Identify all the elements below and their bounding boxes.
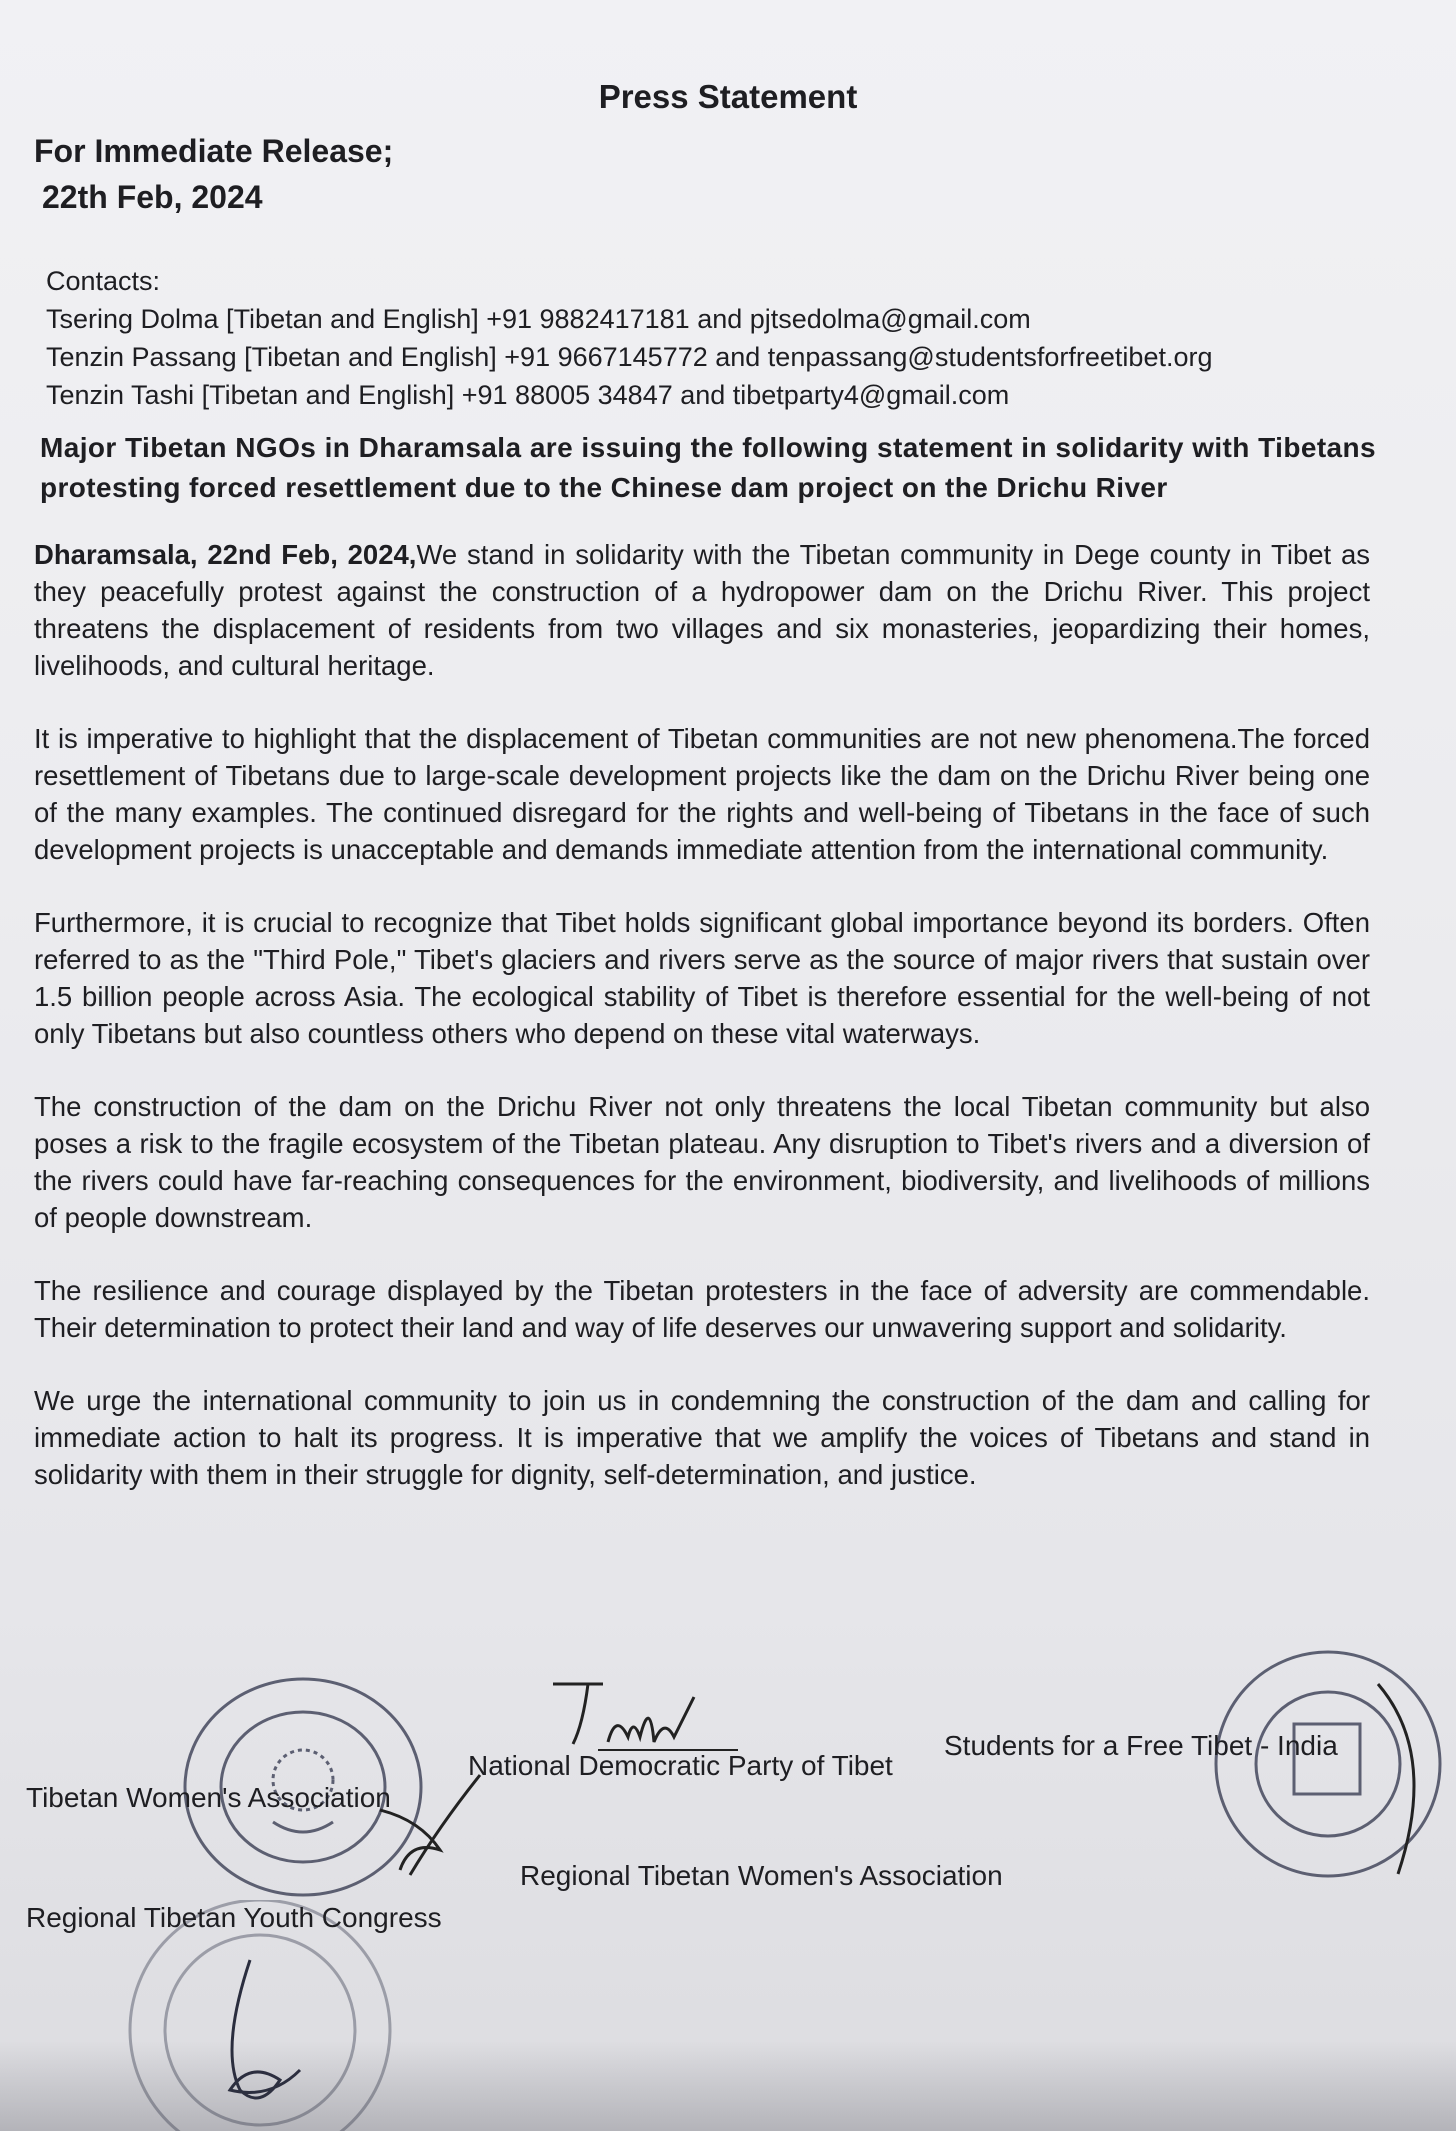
contacts-heading: Contacts:	[46, 266, 161, 296]
signatory-twa: Tibetan Women's Association	[26, 1782, 391, 1813]
contact-line: Tenzin Tashi [Tibetan and English] +91 88005 34847 and tibetparty4@gmail.com	[46, 380, 1010, 410]
contact-line: Tenzin Passang [Tibetan and English] +91 9667145772 and tenpassang@studentsforfreetibet.org	[46, 342, 1213, 372]
signatory-ndpt: National Democratic Party of Tibet	[468, 1750, 893, 1781]
statement-headline: Major Tibetan NGOs in Dharamsala are issuing the following statement in solidarity with Tibetans protesting forced resettlement due to the Chinese dam project on the Drichu River	[40, 432, 1376, 503]
paragraph: It is imperative to highlight that the displacement of Tibetan communities are not new phenomena.The forced resettlement of Tibetans due to large-scale development projects like the dam on the Drichu River being one of the many examples. The continued disregard for the rights and well-being of Tibetans in the face of such development projects is unacceptable and demands immediate attention from the international community.	[34, 723, 1370, 865]
paragraph: The construction of the dam on the Drichu River not only threatens the local Tibetan community but also poses a risk to the fragile ecosystem of the Tibetan plateau. Any disruption to Tibet's rivers and a diversion of the rivers could have far-reaching consequences for the environment, biodiversity, and livelihoods of millions of people downstream.	[34, 1091, 1370, 1233]
ndpt-signature	[548, 1672, 748, 1752]
paragraph: We urge the international community to join us in condemning the construction of the dam and calling for immediate action to halt its progress. It is imperative that we amplify the voices of Tibetans and stand in solidarity with them in their struggle for dignity, self-determination, and justice.	[34, 1385, 1370, 1490]
signatory-rtwa: Regional Tibetan Women's Association	[520, 1860, 1003, 1891]
sft-stamp	[1208, 1644, 1452, 1884]
document-title: Press Statement	[598, 78, 858, 115]
release-line: For Immediate Release;	[34, 133, 394, 169]
paragraph-text: We stand in solidarity with the Tibetan community in Dege county in Tibet as they peacefully protest against the construction of a hydropower dam on the Drichu River. This project threatens the displacement of residents from two villages and six monasteries, jeopardizing their homes, livelihoods, and cultural heritage.	[34, 539, 1370, 681]
paragraph: Furthermore, it is crucial to recognize that Tibet holds significant global importance beyond its borders. Often referred to as the "Third Pole," Tibet's glaciers and rivers serve as the source of major rivers that sustain over 1.5 billion people across Asia. The ecological stability of Tibet is therefore essential for the well-being of not only Tibetans but also countless others who depend on these vital waterways.	[34, 907, 1370, 1049]
paragraph	[34, 536, 1370, 684]
rtyc-stamp	[110, 1900, 410, 2131]
dateline: Dharamsala, 22nd Feb, 2024,	[34, 539, 417, 570]
contacts-block	[46, 262, 1212, 414]
paragraph: The resilience and courage displayed by the Tibetan protesters in the face of adversity are commendable. Their determination to protect their land and way of life deserves our unwavering support and solidarity.	[34, 1275, 1370, 1343]
signatory-sft: Students for a Free Tibet - India	[944, 1730, 1338, 1761]
contact-line: Tsering Dolma [Tibetan and English] +91 9882417181 and pjtsedolma@gmail.com	[46, 304, 1031, 334]
release-block	[34, 128, 393, 220]
signatory-rtyc: Regional Tibetan Youth Congress	[26, 1902, 442, 1933]
release-date: 22th Feb, 2024	[42, 179, 263, 215]
statement-body	[34, 536, 1370, 1529]
